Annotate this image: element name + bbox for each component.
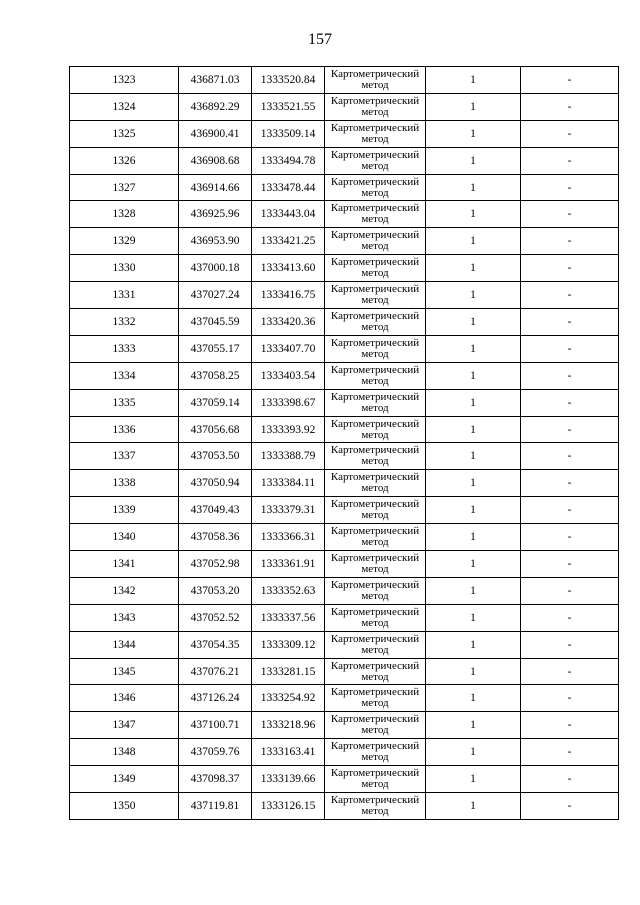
note-cell: - bbox=[521, 712, 619, 739]
method-line-1: Картометрический bbox=[330, 740, 420, 753]
x-coordinate-cell: 437059.14 bbox=[179, 389, 252, 416]
method-line-2: метод bbox=[361, 267, 389, 280]
method-line-1: Картометрический bbox=[330, 148, 420, 161]
note-cell: - bbox=[521, 631, 619, 658]
method-line-1: Картометрический bbox=[330, 363, 420, 376]
x-coordinate-cell: 437059.76 bbox=[179, 739, 252, 766]
x-coordinate-cell: 437045.59 bbox=[179, 309, 252, 336]
note-cell: - bbox=[521, 766, 619, 793]
method-cell bbox=[325, 551, 426, 578]
accuracy-cell: 1 bbox=[426, 335, 521, 362]
accuracy-cell: 1 bbox=[426, 416, 521, 443]
accuracy-cell: 1 bbox=[426, 631, 521, 658]
x-coordinate-cell: 436908.68 bbox=[179, 147, 252, 174]
table-row bbox=[70, 416, 619, 443]
method-cell bbox=[325, 604, 426, 631]
method-line-1: Картометрический bbox=[330, 578, 420, 591]
point-number-cell: 1329 bbox=[70, 228, 179, 255]
method-line-1: Картометрический bbox=[330, 793, 420, 806]
note-cell: - bbox=[521, 201, 619, 228]
accuracy-cell: 1 bbox=[426, 739, 521, 766]
table-row bbox=[70, 658, 619, 685]
x-coordinate-cell: 437000.18 bbox=[179, 255, 252, 282]
method-cell bbox=[325, 255, 426, 282]
method-line-1: Картометрический bbox=[330, 444, 420, 457]
y-coordinate-cell: 1333388.79 bbox=[252, 443, 325, 470]
method-line-1: Картометрический bbox=[330, 336, 420, 349]
accuracy-cell: 1 bbox=[426, 362, 521, 389]
note-cell: - bbox=[521, 497, 619, 524]
note-cell: - bbox=[521, 658, 619, 685]
point-number-cell: 1339 bbox=[70, 497, 179, 524]
method-line-1: Картометрический bbox=[330, 309, 420, 322]
method-line-2: метод bbox=[361, 724, 389, 737]
x-coordinate-cell: 437055.17 bbox=[179, 335, 252, 362]
table-row bbox=[70, 712, 619, 739]
y-coordinate-cell: 1333281.15 bbox=[252, 658, 325, 685]
method-line-1: Картометрический bbox=[330, 471, 420, 484]
point-number-cell: 1323 bbox=[70, 67, 179, 94]
accuracy-cell: 1 bbox=[426, 658, 521, 685]
table-row bbox=[70, 443, 619, 470]
table-row bbox=[70, 389, 619, 416]
table-row bbox=[70, 766, 619, 793]
x-coordinate-cell: 437052.52 bbox=[179, 604, 252, 631]
x-coordinate-cell: 437054.35 bbox=[179, 631, 252, 658]
method-cell bbox=[325, 335, 426, 362]
method-line-1: Картометрический bbox=[330, 767, 420, 780]
point-number-cell: 1347 bbox=[70, 712, 179, 739]
table-row bbox=[70, 282, 619, 309]
x-coordinate-cell: 437052.98 bbox=[179, 551, 252, 578]
method-line-1: Картометрический bbox=[330, 256, 420, 269]
y-coordinate-cell: 1333443.04 bbox=[252, 201, 325, 228]
note-cell: - bbox=[521, 739, 619, 766]
method-cell bbox=[325, 685, 426, 712]
page-number: 157 bbox=[308, 31, 332, 48]
coordinates-table bbox=[69, 66, 619, 820]
point-number-cell: 1335 bbox=[70, 389, 179, 416]
accuracy-cell: 1 bbox=[426, 497, 521, 524]
x-coordinate-cell: 437027.24 bbox=[179, 282, 252, 309]
point-number-cell: 1327 bbox=[70, 174, 179, 201]
method-line-2: метод bbox=[361, 536, 389, 549]
y-coordinate-cell: 1333398.67 bbox=[252, 389, 325, 416]
point-number-cell: 1331 bbox=[70, 282, 179, 309]
method-cell bbox=[325, 228, 426, 255]
y-coordinate-cell: 1333309.12 bbox=[252, 631, 325, 658]
method-line-2: метод bbox=[361, 105, 389, 118]
method-line-1: Картометрический bbox=[330, 686, 420, 699]
note-cell: - bbox=[521, 551, 619, 578]
x-coordinate-cell: 437050.94 bbox=[179, 470, 252, 497]
method-line-2: метод bbox=[361, 589, 389, 602]
method-cell bbox=[325, 739, 426, 766]
y-coordinate-cell: 1333478.44 bbox=[252, 174, 325, 201]
note-cell: - bbox=[521, 67, 619, 94]
method-line-2: метод bbox=[361, 78, 389, 91]
accuracy-cell: 1 bbox=[426, 228, 521, 255]
method-line-2: метод bbox=[361, 778, 389, 791]
y-coordinate-cell: 1333393.92 bbox=[252, 416, 325, 443]
accuracy-cell: 1 bbox=[426, 309, 521, 336]
method-line-2: метод bbox=[361, 401, 389, 414]
note-cell: - bbox=[521, 443, 619, 470]
method-line-2: метод bbox=[361, 616, 389, 629]
accuracy-cell: 1 bbox=[426, 470, 521, 497]
accuracy-cell: 1 bbox=[426, 685, 521, 712]
accuracy-cell: 1 bbox=[426, 524, 521, 551]
method-cell bbox=[325, 712, 426, 739]
method-cell bbox=[325, 443, 426, 470]
note-cell: - bbox=[521, 470, 619, 497]
method-line-2: метод bbox=[361, 132, 389, 145]
note-cell: - bbox=[521, 416, 619, 443]
y-coordinate-cell: 1333494.78 bbox=[252, 147, 325, 174]
note-cell: - bbox=[521, 255, 619, 282]
y-coordinate-cell: 1333509.14 bbox=[252, 120, 325, 147]
method-line-1: Картометрический bbox=[330, 659, 420, 672]
y-coordinate-cell: 1333352.63 bbox=[252, 577, 325, 604]
y-coordinate-cell: 1333366.31 bbox=[252, 524, 325, 551]
accuracy-cell: 1 bbox=[426, 443, 521, 470]
point-number-cell: 1326 bbox=[70, 147, 179, 174]
y-coordinate-cell: 1333218.96 bbox=[252, 712, 325, 739]
accuracy-cell: 1 bbox=[426, 389, 521, 416]
point-number-cell: 1325 bbox=[70, 120, 179, 147]
method-line-2: метод bbox=[361, 213, 389, 226]
method-line-1: Картометрический bbox=[330, 94, 420, 107]
x-coordinate-cell: 436914.66 bbox=[179, 174, 252, 201]
point-number-cell: 1349 bbox=[70, 766, 179, 793]
table-row bbox=[70, 67, 619, 94]
table-row bbox=[70, 497, 619, 524]
accuracy-cell: 1 bbox=[426, 93, 521, 120]
point-number-cell: 1345 bbox=[70, 658, 179, 685]
x-coordinate-cell: 437058.36 bbox=[179, 524, 252, 551]
y-coordinate-cell: 1333520.84 bbox=[252, 67, 325, 94]
method-cell bbox=[325, 93, 426, 120]
point-number-cell: 1334 bbox=[70, 362, 179, 389]
note-cell: - bbox=[521, 174, 619, 201]
y-coordinate-cell: 1333403.54 bbox=[252, 362, 325, 389]
point-number-cell: 1330 bbox=[70, 255, 179, 282]
note-cell: - bbox=[521, 604, 619, 631]
accuracy-cell: 1 bbox=[426, 120, 521, 147]
y-coordinate-cell: 1333337.56 bbox=[252, 604, 325, 631]
accuracy-cell: 1 bbox=[426, 793, 521, 820]
method-line-1: Картометрический bbox=[330, 417, 420, 430]
x-coordinate-cell: 437100.71 bbox=[179, 712, 252, 739]
method-line-2: метод bbox=[361, 186, 389, 199]
point-number-cell: 1338 bbox=[70, 470, 179, 497]
method-line-2: метод bbox=[361, 482, 389, 495]
x-coordinate-cell: 437049.43 bbox=[179, 497, 252, 524]
table-row bbox=[70, 362, 619, 389]
x-coordinate-cell: 437053.50 bbox=[179, 443, 252, 470]
y-coordinate-cell: 1333139.66 bbox=[252, 766, 325, 793]
accuracy-cell: 1 bbox=[426, 174, 521, 201]
x-coordinate-cell: 437053.20 bbox=[179, 577, 252, 604]
method-cell bbox=[325, 577, 426, 604]
table-row bbox=[70, 309, 619, 336]
note-cell: - bbox=[521, 389, 619, 416]
accuracy-cell: 1 bbox=[426, 282, 521, 309]
x-coordinate-cell: 437098.37 bbox=[179, 766, 252, 793]
method-cell bbox=[325, 416, 426, 443]
table-row bbox=[70, 93, 619, 120]
y-coordinate-cell: 1333413.60 bbox=[252, 255, 325, 282]
method-cell bbox=[325, 389, 426, 416]
note-cell: - bbox=[521, 282, 619, 309]
accuracy-cell: 1 bbox=[426, 604, 521, 631]
method-line-2: метод bbox=[361, 428, 389, 441]
accuracy-cell: 1 bbox=[426, 712, 521, 739]
method-line-2: метод bbox=[361, 562, 389, 575]
method-line-2: метод bbox=[361, 374, 389, 387]
x-coordinate-cell: 437058.25 bbox=[179, 362, 252, 389]
method-cell bbox=[325, 201, 426, 228]
point-number-cell: 1328 bbox=[70, 201, 179, 228]
table-row bbox=[70, 631, 619, 658]
note-cell: - bbox=[521, 793, 619, 820]
point-number-cell: 1342 bbox=[70, 577, 179, 604]
method-line-1: Картометрический bbox=[330, 229, 420, 242]
y-coordinate-cell: 1333416.75 bbox=[252, 282, 325, 309]
x-coordinate-cell: 436900.41 bbox=[179, 120, 252, 147]
method-line-2: метод bbox=[361, 294, 389, 307]
method-line-2: метод bbox=[361, 697, 389, 710]
y-coordinate-cell: 1333421.25 bbox=[252, 228, 325, 255]
table-row bbox=[70, 604, 619, 631]
note-cell: - bbox=[521, 309, 619, 336]
method-cell bbox=[325, 631, 426, 658]
point-number-cell: 1343 bbox=[70, 604, 179, 631]
method-line-1: Картометрический bbox=[330, 390, 420, 403]
method-line-2: метод bbox=[361, 804, 389, 817]
method-line-2: метод bbox=[361, 320, 389, 333]
accuracy-cell: 1 bbox=[426, 255, 521, 282]
y-coordinate-cell: 1333379.31 bbox=[252, 497, 325, 524]
method-line-1: Картометрический bbox=[330, 498, 420, 511]
table-row bbox=[70, 120, 619, 147]
method-line-1: Картометрический bbox=[330, 202, 420, 215]
method-line-1: Картометрический bbox=[330, 525, 420, 538]
accuracy-cell: 1 bbox=[426, 67, 521, 94]
method-line-2: метод bbox=[361, 159, 389, 172]
method-cell bbox=[325, 793, 426, 820]
method-line-1: Картометрический bbox=[330, 67, 420, 80]
note-cell: - bbox=[521, 524, 619, 551]
method-line-2: метод bbox=[361, 509, 389, 522]
point-number-cell: 1333 bbox=[70, 335, 179, 362]
table-row bbox=[70, 174, 619, 201]
method-line-1: Картометрический bbox=[330, 713, 420, 726]
table-row bbox=[70, 255, 619, 282]
y-coordinate-cell: 1333126.15 bbox=[252, 793, 325, 820]
method-cell bbox=[325, 658, 426, 685]
y-coordinate-cell: 1333361.91 bbox=[252, 551, 325, 578]
point-number-cell: 1341 bbox=[70, 551, 179, 578]
method-line-1: Картометрический bbox=[330, 632, 420, 645]
point-number-cell: 1340 bbox=[70, 524, 179, 551]
note-cell: - bbox=[521, 362, 619, 389]
method-cell bbox=[325, 120, 426, 147]
method-cell bbox=[325, 766, 426, 793]
method-line-2: метод bbox=[361, 670, 389, 683]
y-coordinate-cell: 1333163.41 bbox=[252, 739, 325, 766]
point-number-cell: 1336 bbox=[70, 416, 179, 443]
table-row bbox=[70, 201, 619, 228]
method-cell bbox=[325, 174, 426, 201]
note-cell: - bbox=[521, 228, 619, 255]
x-coordinate-cell: 436871.03 bbox=[179, 67, 252, 94]
point-number-cell: 1350 bbox=[70, 793, 179, 820]
method-line-2: метод bbox=[361, 751, 389, 764]
table-row bbox=[70, 524, 619, 551]
method-cell bbox=[325, 497, 426, 524]
note-cell: - bbox=[521, 93, 619, 120]
x-coordinate-cell: 436925.96 bbox=[179, 201, 252, 228]
coordinates-table-body bbox=[70, 67, 619, 820]
note-cell: - bbox=[521, 685, 619, 712]
y-coordinate-cell: 1333384.11 bbox=[252, 470, 325, 497]
y-coordinate-cell: 1333254.92 bbox=[252, 685, 325, 712]
accuracy-cell: 1 bbox=[426, 766, 521, 793]
note-cell: - bbox=[521, 147, 619, 174]
accuracy-cell: 1 bbox=[426, 577, 521, 604]
method-cell bbox=[325, 524, 426, 551]
x-coordinate-cell: 436892.29 bbox=[179, 93, 252, 120]
method-line-1: Картометрический bbox=[330, 551, 420, 564]
method-cell bbox=[325, 362, 426, 389]
table-row bbox=[70, 228, 619, 255]
point-number-cell: 1346 bbox=[70, 685, 179, 712]
table-row bbox=[70, 739, 619, 766]
method-cell bbox=[325, 309, 426, 336]
method-line-1: Картометрический bbox=[330, 605, 420, 618]
note-cell: - bbox=[521, 335, 619, 362]
table-row bbox=[70, 685, 619, 712]
point-number-cell: 1348 bbox=[70, 739, 179, 766]
method-line-1: Картометрический bbox=[330, 175, 420, 188]
table-row bbox=[70, 551, 619, 578]
accuracy-cell: 1 bbox=[426, 147, 521, 174]
method-line-2: метод bbox=[361, 347, 389, 360]
x-coordinate-cell: 437076.21 bbox=[179, 658, 252, 685]
point-number-cell: 1332 bbox=[70, 309, 179, 336]
y-coordinate-cell: 1333407.70 bbox=[252, 335, 325, 362]
method-line-2: метод bbox=[361, 455, 389, 468]
note-cell: - bbox=[521, 577, 619, 604]
table-row bbox=[70, 577, 619, 604]
method-cell bbox=[325, 147, 426, 174]
point-number-cell: 1344 bbox=[70, 631, 179, 658]
method-cell bbox=[325, 67, 426, 94]
point-number-cell: 1337 bbox=[70, 443, 179, 470]
y-coordinate-cell: 1333420.36 bbox=[252, 309, 325, 336]
accuracy-cell: 1 bbox=[426, 201, 521, 228]
method-cell bbox=[325, 282, 426, 309]
x-coordinate-cell: 437056.68 bbox=[179, 416, 252, 443]
method-line-1: Картометрический bbox=[330, 121, 420, 134]
method-line-2: метод bbox=[361, 643, 389, 656]
method-line-2: метод bbox=[361, 240, 389, 253]
table-row bbox=[70, 147, 619, 174]
table-row bbox=[70, 470, 619, 497]
y-coordinate-cell: 1333521.55 bbox=[252, 93, 325, 120]
method-line-1: Картометрический bbox=[330, 283, 420, 296]
method-cell bbox=[325, 470, 426, 497]
accuracy-cell: 1 bbox=[426, 551, 521, 578]
x-coordinate-cell: 437126.24 bbox=[179, 685, 252, 712]
x-coordinate-cell: 436953.90 bbox=[179, 228, 252, 255]
point-number-cell: 1324 bbox=[70, 93, 179, 120]
table-row bbox=[70, 335, 619, 362]
x-coordinate-cell: 437119.81 bbox=[179, 793, 252, 820]
note-cell: - bbox=[521, 120, 619, 147]
table-row bbox=[70, 793, 619, 820]
